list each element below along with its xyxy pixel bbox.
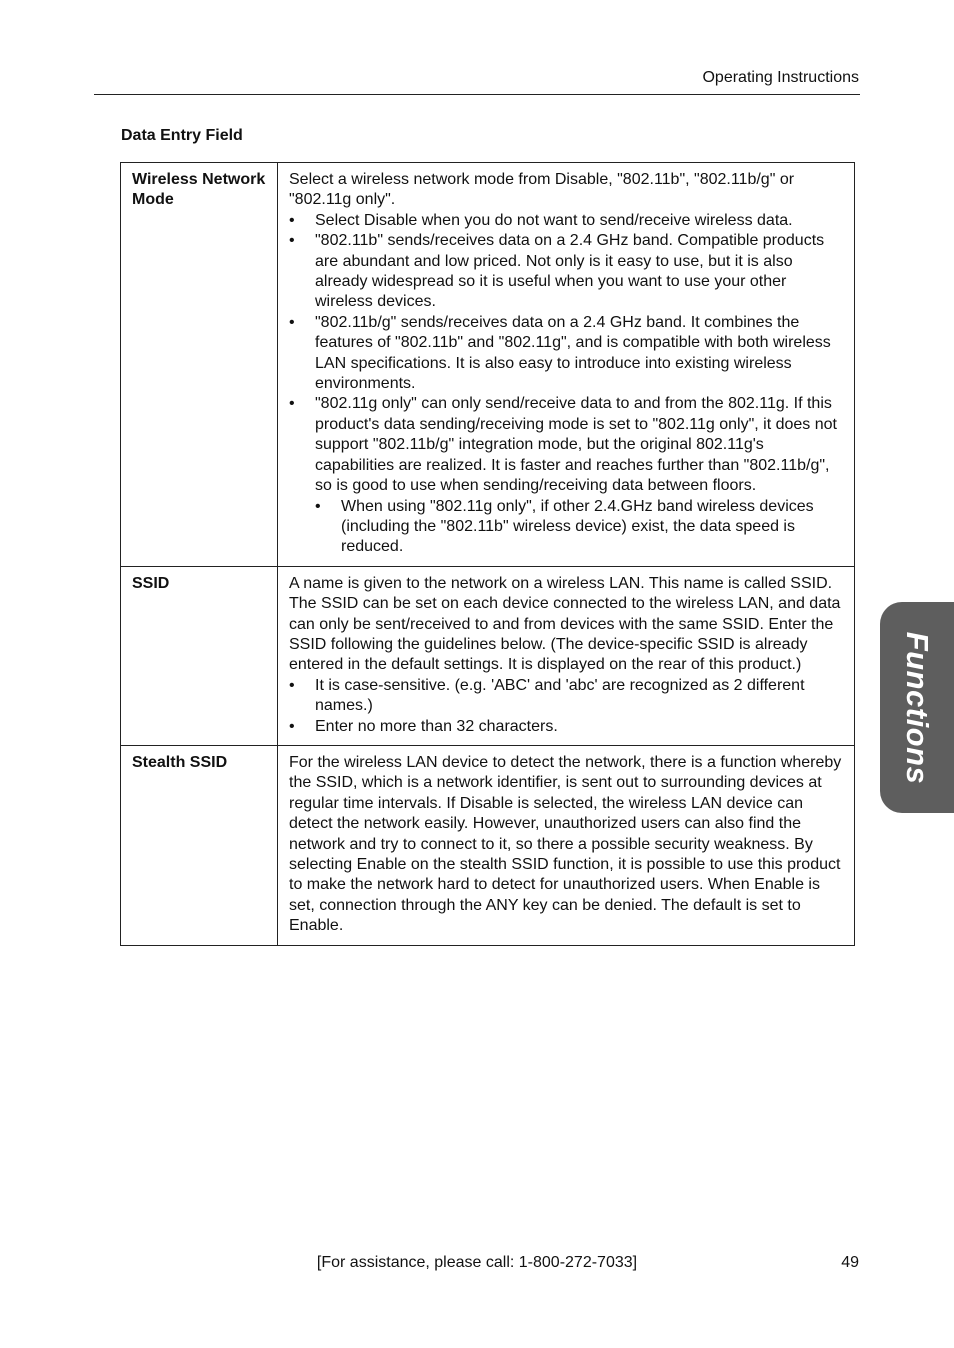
bullet-list xyxy=(289,676,842,737)
bullet-item: • "802.11b" sends/receives data on a 2.4 GHz band. Compatible products are abundant and low priced. Not only is it easy to use, but it is also already widespread so it is useful when you want to use your other wireless devices. xyxy=(289,231,842,313)
row-label: Wireless Network Mode xyxy=(121,163,278,567)
row-label: Stealth SSID xyxy=(121,745,278,945)
row-description: For the wireless LAN device to detect the network, there is a function whereby the SSID, which is a network identifier, is sent out to surrounding devices at regular time intervals. If Disable is selected, the wireless LAN device can detect the network easily. However, unauthorized users can also find the network and try to connect to it, so there a possible security weakness. By selecting Enable on the stealth SSID function, it is possible to use this product to make the network hard to detect for unauthorized users. When Enable is set, connection through the ANY key can be denied. The default is set to Enable. xyxy=(278,745,855,945)
bullet-item: • Select Disable when you do not want to send/receive wireless data. xyxy=(289,211,842,231)
bullet-item: • It is case-sensitive. (e.g. 'ABC' and 'abc' are recognized as 2 different names.) xyxy=(289,676,842,717)
bullet-item: • Enter no more than 32 characters. xyxy=(289,717,842,737)
bullet-item: • "802.11b/g" sends/receives data on a 2.4 GHz band. It combines the features of "802.11b" and "802.11g", and is compatible with both wireless LAN specifications. It is also easy to introduce into existing wireless environments. xyxy=(289,313,842,395)
bullet-list xyxy=(289,211,842,558)
sub-bullet-item: • When using "802.11g only", if other 2.4.GHz band wireless devices (including the "802.11b" wireless device) exist, the data speed is reduced. xyxy=(315,497,842,558)
section-title: Data Entry Field xyxy=(121,127,243,144)
row-label: SSID xyxy=(121,566,278,745)
table-row-stealth-ssid xyxy=(121,745,855,945)
bullet-text: "802.11g only" can only send/receive data to and from the 802.11g. If this product's data sending/receiving mode is set to "802.11g only", it does not support "802.11b/g" integration mode, but the original 802.11g's capabilities are realized. It is faster and reaches further than "802.11b/g", so is good to use when sending/receiving data between floors. xyxy=(315,395,837,495)
row-intro: Select a wireless network mode from Disable, "802.11b", "802.11b/g" or "802.11g only". xyxy=(289,171,795,209)
page-number: 49 xyxy=(841,1254,859,1271)
chapter-tab xyxy=(880,602,954,813)
row-paragraph: A name is given to the network on a wireless LAN. This name is called SSID. xyxy=(289,574,833,592)
row-paragraph: The SSID can be set on each device connected to the wireless LAN, and data can only be sent/received to and from devices with the same SSID. Enter the SSID following the guidelines below. (The device-specific SSID is already entered in the default settings. It is displayed on the rear of this product.) xyxy=(289,595,841,674)
chapter-tab-label: Functions xyxy=(900,631,935,784)
row-description xyxy=(278,163,855,567)
bullet-item xyxy=(289,394,842,557)
header-divider xyxy=(94,94,860,95)
table-row-ssid xyxy=(121,566,855,745)
table-row-wireless-network-mode xyxy=(121,163,855,567)
sub-bullet-list xyxy=(315,497,842,558)
footer-assistance: [For assistance, please call: 1-800-272-7033] xyxy=(316,1254,638,1271)
data-entry-table xyxy=(120,162,855,946)
row-description xyxy=(278,566,855,745)
running-header: Operating Instructions xyxy=(702,69,859,86)
